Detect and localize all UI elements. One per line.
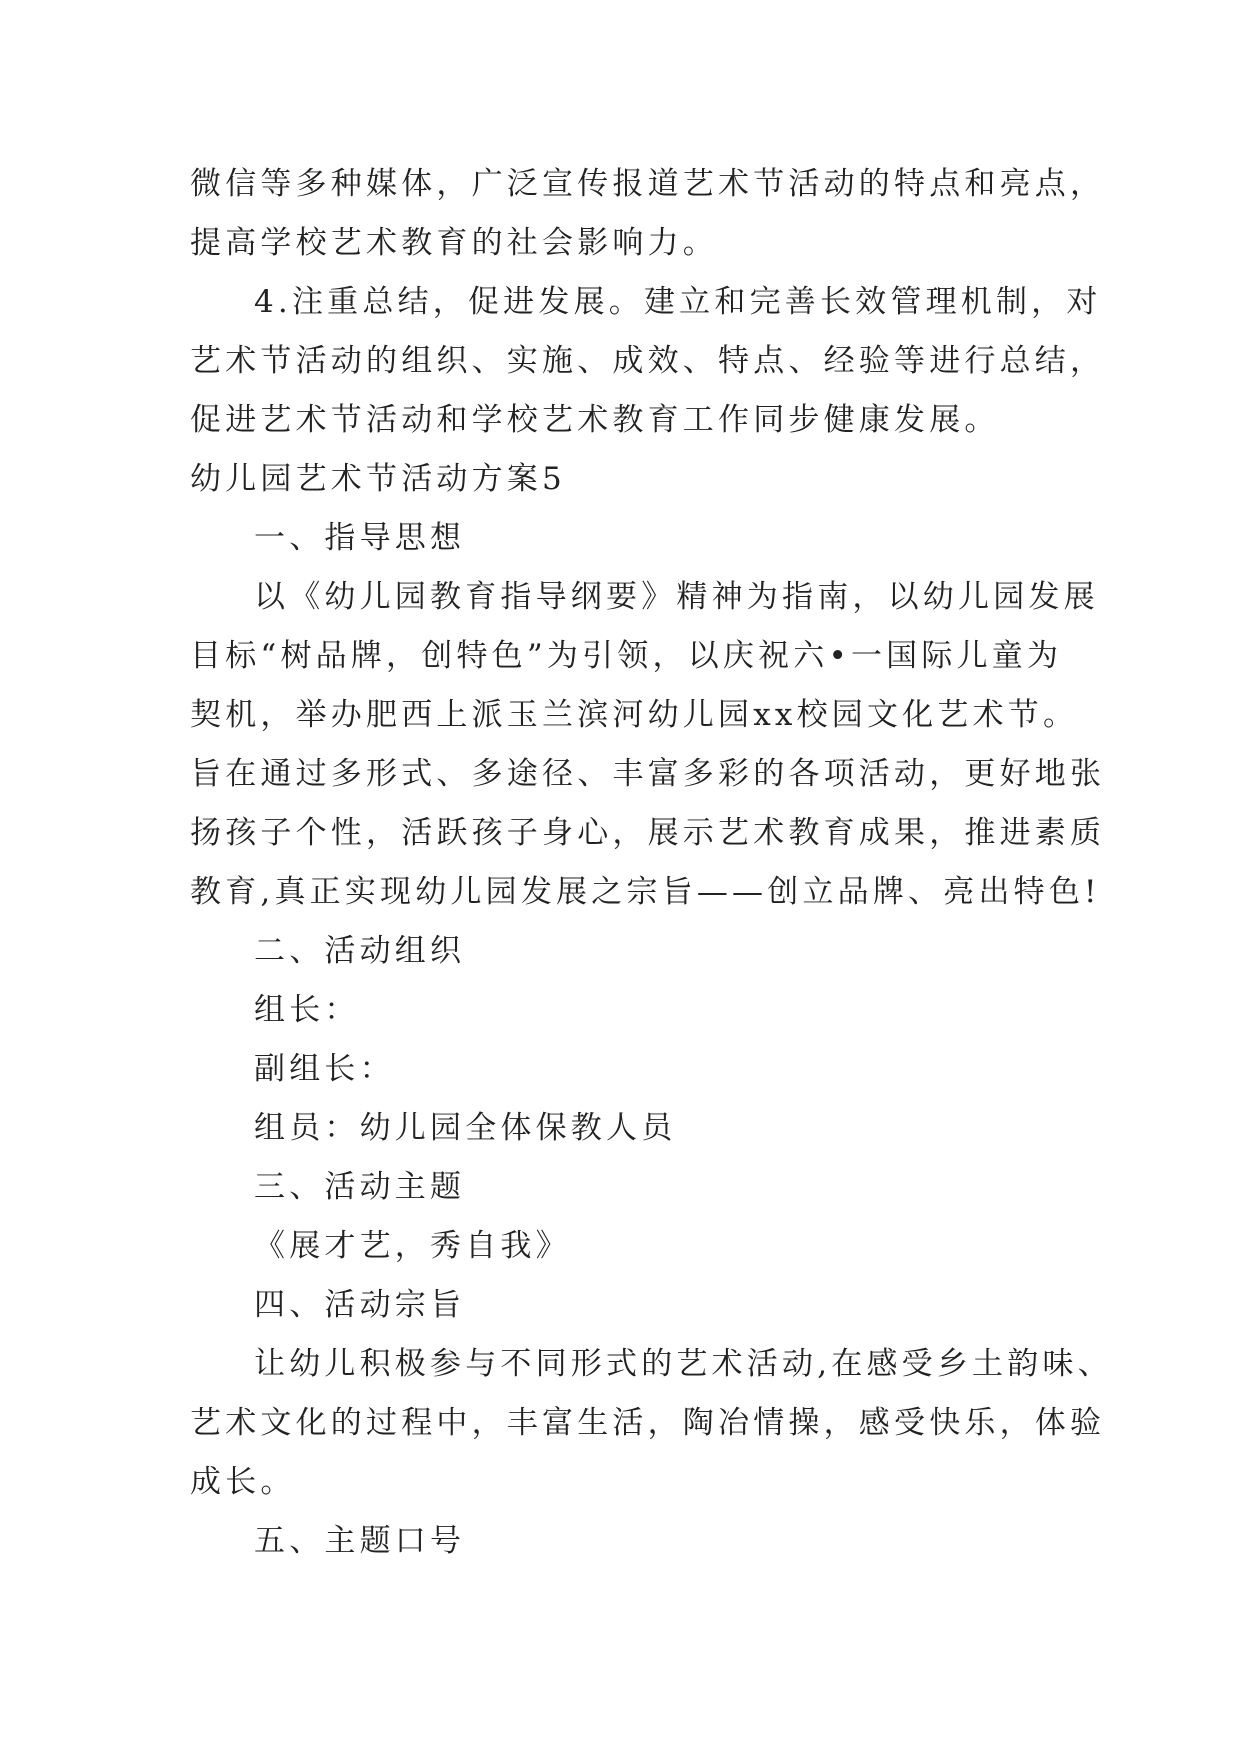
paragraph-line: 组员：幼儿园全体保教人员 (254, 1110, 677, 1146)
section-heading: 四、活动宗旨 (254, 1287, 466, 1323)
paragraph-line: 以《幼儿园教育指导纲要》精神为指南，以幼儿园发展 (254, 579, 1099, 615)
section-heading: 五、主题口号 (254, 1523, 466, 1559)
paragraph-line: 成长。 (190, 1464, 296, 1500)
paragraph-line: 提高学校艺术教育的社会影响力。 (190, 225, 718, 261)
paragraph-line: 促进艺术节活动和学校艺术教育工作同步健康发展。 (190, 402, 1000, 438)
paragraph-line: 教育,真正实现幼儿园发展之宗旨——创立品牌、亮出特色! (190, 874, 1101, 910)
paragraph-line: 4.注重总结，促进发展。建立和完善长效管理机制，对 (254, 284, 1102, 320)
paragraph-line: 让幼儿积极参与不同形式的艺术活动,在感受乡土韵味、 (254, 1346, 1113, 1382)
paragraph-line: 《展才艺，秀自我》 (254, 1228, 571, 1264)
paragraph-line: 艺术节活动的组织、实施、成效、特点、经验等进行总结， (190, 343, 1106, 379)
section-heading: 三、活动主题 (254, 1169, 466, 1205)
section-heading: 二、活动组织 (254, 933, 466, 969)
paragraph-line: 扬孩子个性，活跃孩子身心，展示艺术教育成果，推进素质 (190, 815, 1106, 851)
section-heading: 一、指导思想 (254, 520, 466, 556)
paragraph-line: 契机，举办肥西上派玉兰滨河幼儿园xx校园文化艺术节。 (190, 697, 1079, 733)
paragraph-line: 组长： (254, 992, 360, 1028)
section-title: 幼儿园艺术节活动方案5 (190, 461, 566, 497)
document-body (190, 155, 1113, 1571)
paragraph-line: 微信等多种媒体，广泛宣传报道艺术节活动的特点和亮点， (190, 166, 1106, 202)
paragraph-line: 艺术文化的过程中，丰富生活，陶冶情操，感受快乐，体验 (190, 1405, 1106, 1441)
paragraph-line: 目标“树品牌，创特色”为引领，以庆祝六•一国际儿童为 (190, 638, 1063, 674)
paragraph-line: 旨在通过多形式、多途径、丰富多彩的各项活动，更好地张 (190, 756, 1106, 792)
paragraph-line: 副组长： (254, 1051, 395, 1087)
